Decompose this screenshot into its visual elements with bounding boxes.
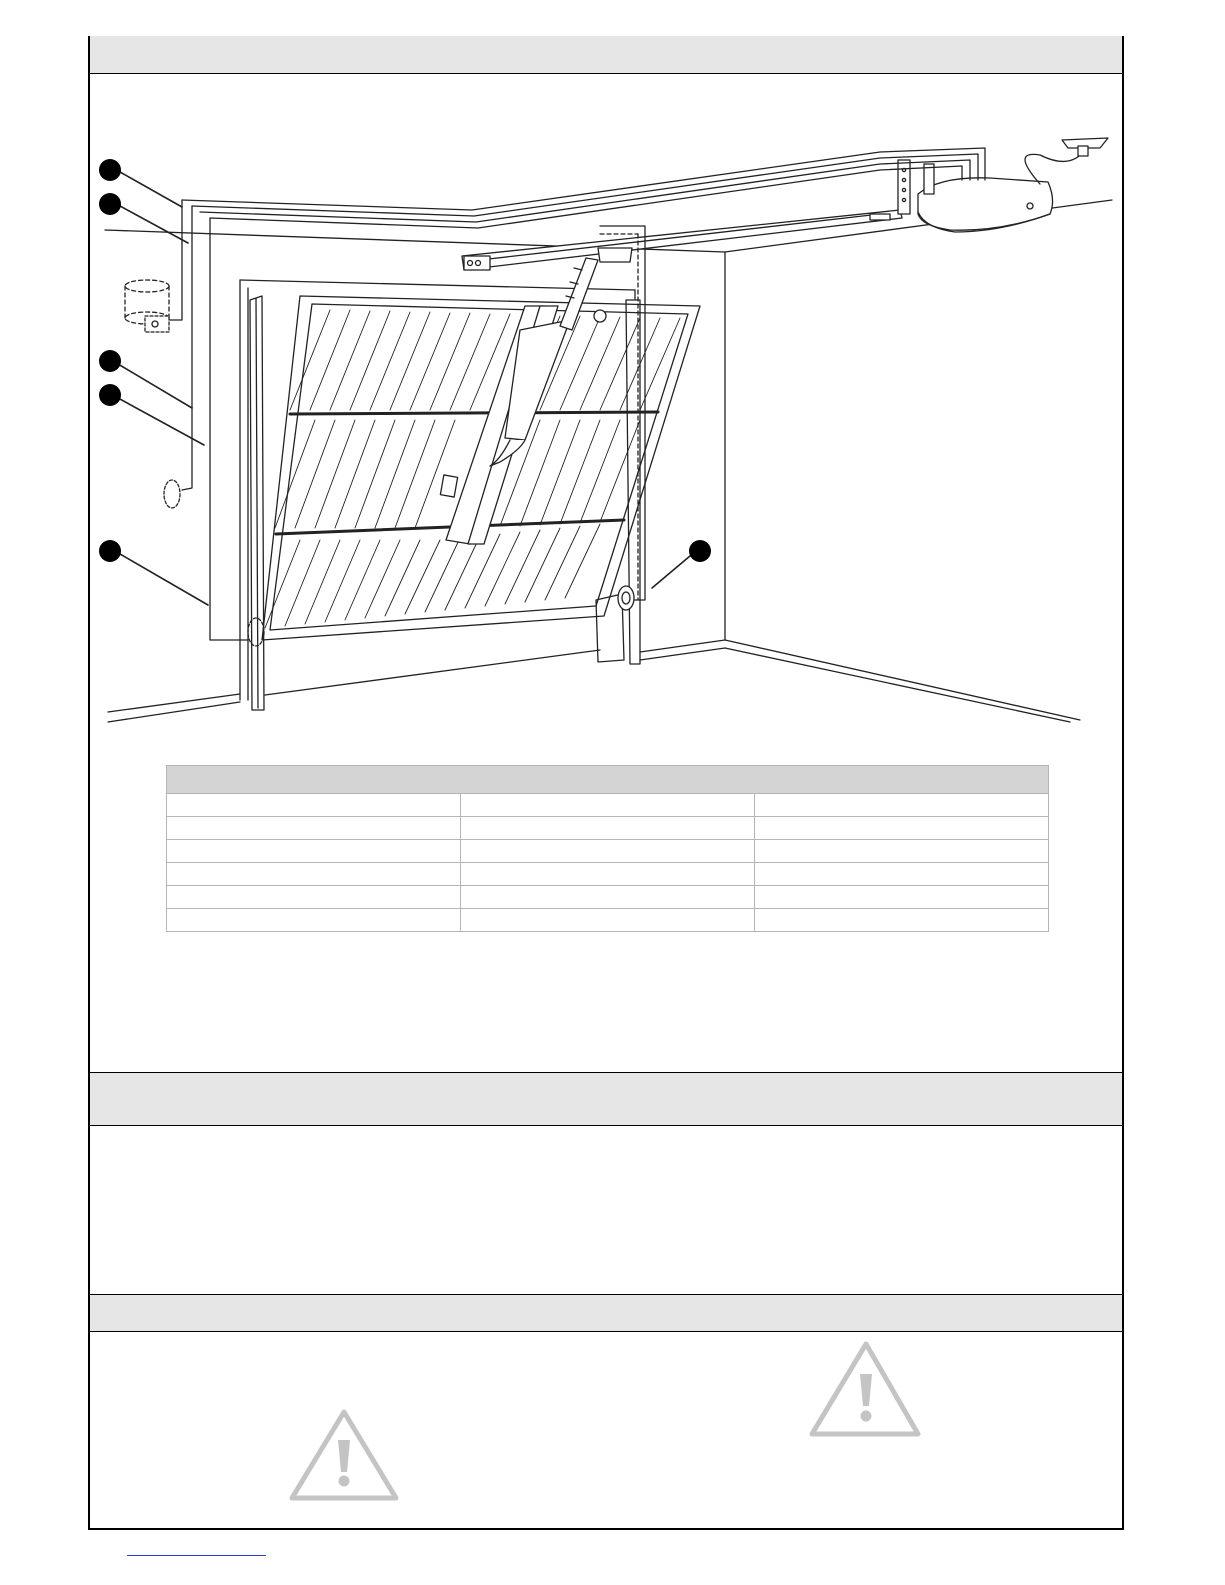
table-row	[167, 886, 1049, 909]
legend-table-header-row	[167, 766, 1049, 794]
table-row	[167, 794, 1049, 817]
table-cell	[167, 863, 461, 886]
table-cell	[755, 794, 1049, 817]
table-cell	[755, 909, 1049, 932]
table-cell	[461, 794, 755, 817]
legend-table-header	[167, 766, 1049, 794]
table-cell	[461, 817, 755, 840]
section-header-band	[90, 36, 1122, 74]
table-cell	[461, 840, 755, 863]
table-cell	[755, 840, 1049, 863]
section-header-band	[90, 1072, 1122, 1126]
table-cell	[755, 886, 1049, 909]
table-cell	[167, 909, 461, 932]
table-row	[167, 817, 1049, 840]
legend-table	[166, 765, 1049, 932]
table-cell	[755, 863, 1049, 886]
table-cell	[755, 817, 1049, 840]
footer-link[interactable]	[127, 1555, 266, 1556]
table-cell	[461, 909, 755, 932]
table-cell	[167, 794, 461, 817]
table-cell	[167, 817, 461, 840]
section-header-band	[90, 1294, 1122, 1332]
table-cell	[167, 886, 461, 909]
table-row	[167, 909, 1049, 932]
table-cell	[167, 840, 461, 863]
table-row	[167, 840, 1049, 863]
table-cell	[461, 886, 755, 909]
table-row	[167, 863, 1049, 886]
table-cell	[461, 863, 755, 886]
